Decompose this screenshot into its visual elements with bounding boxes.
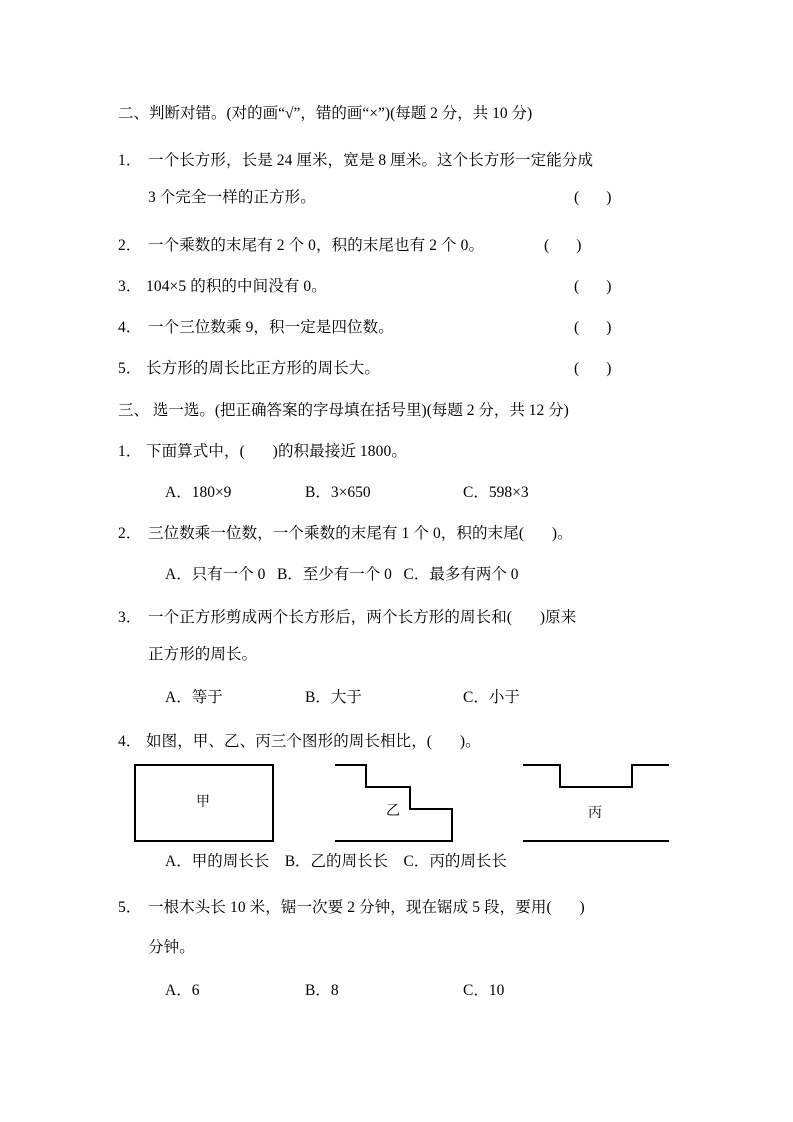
section-two-q4-line1: 一个三位数乘 9，积一定是四位数。 <box>148 319 394 336</box>
figure-yi-label: 乙 <box>386 804 400 819</box>
section-three-q3-option-b[interactable]: B．大于 <box>305 689 362 706</box>
section-two-q5-line1: 长方形的周长比正方形的周长大。 <box>146 360 381 377</box>
figure-yi-shape <box>334 764 474 842</box>
section-two-heading: 二、判断对错。(对的画“√”，错的画“×”)(每题 2 分，共 10 分) <box>118 105 533 122</box>
section-two-q4-number: 4． <box>118 319 142 336</box>
section-three-q1-option-c[interactable]: C．598×3 <box>463 484 529 501</box>
section-three-q3-number: 3． <box>118 609 142 626</box>
section-two-q1-number: 1． <box>118 152 142 169</box>
section-two-q3-number: 3． <box>118 278 142 295</box>
section-three-q5-option-b[interactable]: B．8 <box>305 982 339 999</box>
section-three-q1-number: 1． <box>118 443 142 460</box>
section-two-q2-number: 2． <box>118 237 142 254</box>
section-two-q4-answer-mark[interactable]: ( ) <box>574 319 612 336</box>
section-three-q5-number: 5． <box>118 899 142 916</box>
section-three-q2-line1: 三位数乘一位数，一个乘数的末尾有 1 个 0，积的末尾( )。 <box>148 525 573 542</box>
section-three-q4-options[interactable]: A．甲的周长长 B．乙的周长长 C．丙的周长长 <box>165 853 507 870</box>
section-three-q1-option-b[interactable]: B．3×650 <box>305 484 371 501</box>
section-two-q5-number: 5． <box>118 360 142 377</box>
figure-bing <box>522 764 670 842</box>
section-three-q5-line1: 一根木头长 10 米，锯一次要 2 分钟，现在锯成 5 段，要用( ) <box>148 899 585 916</box>
section-three-q5-option-c[interactable]: C．10 <box>463 982 505 999</box>
section-three-q1-line1: 下面算式中，( )的积最接近 1800。 <box>146 443 407 460</box>
figure-jia-label: 甲 <box>196 795 210 810</box>
section-three-q2-options[interactable]: A．只有一个 0 B．至少有一个 0 C．最多有两个 0 <box>165 566 519 583</box>
section-two-q2-line1: 一个乘数的末尾有 2 个 0，积的末尾也有 2 个 0。 <box>148 237 485 254</box>
section-two-q2-answer-mark[interactable]: ( ) <box>544 237 582 254</box>
staircase-outline <box>335 765 452 841</box>
section-three-q3-line2: 正方形的周长。 <box>148 646 258 663</box>
section-three-q2-number: 2． <box>118 525 142 542</box>
figure-yi <box>334 764 474 842</box>
section-two-q1-line2: 3 个完全一样的正方形。 <box>148 189 316 206</box>
section-three-q3-line1: 一个正方形剪成两个长方形后，两个长方形的周长和( )原来 <box>148 609 577 626</box>
section-two-q1-answer-mark[interactable]: ( ) <box>574 189 612 206</box>
section-three-q5-option-a[interactable]: A．6 <box>165 982 200 999</box>
section-two-q1-line1: 一个长方形，长是 24 厘米，宽是 8 厘米。这个长方形一定能分成 <box>148 152 594 169</box>
section-two-q3-answer-mark[interactable]: ( ) <box>574 278 612 295</box>
section-three-q5-line2: 分钟。 <box>148 939 195 956</box>
section-three-q4-line1: 如图，甲、乙、丙三个图形的周长相比，( )。 <box>146 733 481 750</box>
section-three-q3-option-a[interactable]: A．等于 <box>165 689 223 706</box>
section-two-q5-answer-mark[interactable]: ( ) <box>574 360 612 377</box>
figure-bing-label: 丙 <box>588 806 602 821</box>
figure-bing-shape <box>522 764 670 842</box>
section-two-q3-line1: 104×5 的积的中间没有 0。 <box>146 278 327 295</box>
section-three-q4-number: 4． <box>118 733 142 750</box>
section-three-q1-option-a[interactable]: A．180×9 <box>165 484 232 501</box>
figure-jia <box>134 764 274 842</box>
section-three-heading: 三、 选一选。(把正确答案的字母填在括号里)(每题 2 分，共 12 分) <box>118 402 569 419</box>
notched-top-edge <box>523 765 669 787</box>
section-three-q3-option-c[interactable]: C．小于 <box>463 689 520 706</box>
